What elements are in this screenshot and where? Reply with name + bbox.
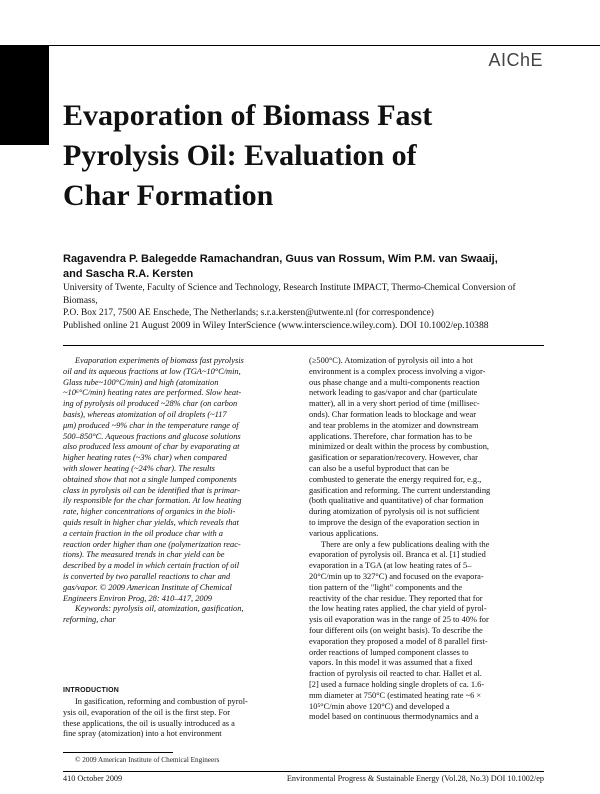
copyright-footnote: © 2009 American Institute of Chemical Engineers	[75, 756, 220, 764]
text-line: (≥500°C). Atomization of pyrolysis oil into a hot	[309, 356, 473, 365]
text-line: (both qualitative and quantitative) of char formation	[309, 496, 484, 506]
title-line: Pyrolysis Oil: Evaluation of	[63, 139, 417, 172]
text-line: [2] used a furnace holding single droplets of ca. 1.6-	[309, 679, 485, 689]
text-line: There are only a few publications dealing with the	[321, 539, 490, 549]
text-line: ing of pyrolysis oil produced ~28% char (on carbon	[63, 399, 238, 409]
title-line: Evaporation of Biomass Fast	[63, 99, 433, 132]
text-line: Engineers Environ Prog, 28: 410–417, 2009	[63, 593, 212, 603]
text-line: and tear problems in the atomizer and downstream	[309, 420, 479, 430]
text-line: minimized or dealt within the process by combustion,	[309, 442, 490, 452]
article-title	[63, 96, 563, 216]
text-line: model based on continuous thermodynamics and a	[309, 712, 479, 722]
text-line: combusted to generate the energy required for, e.g.,	[309, 474, 482, 484]
text-line: quids result in higher char yields, which reveals that	[63, 517, 239, 527]
text-line: these applications, the oil is usually introduced as a	[63, 718, 235, 728]
authors-line: and Sascha R.A. Kersten	[63, 268, 194, 280]
text-line: evaporation of pyrolysis oil. Branca et al. [1] studied	[309, 550, 486, 560]
text-line: Evaporation experiments of biomass fast pyrolysis	[75, 356, 244, 365]
intro-heading: INTRODUCTION	[63, 687, 120, 694]
affiliation	[63, 282, 541, 320]
text-line: In gasification, reforming and combustion of pyrol-	[75, 697, 248, 706]
text-line: vapors. In this model it was assumed that a fixed	[309, 658, 473, 668]
text-line: a certain fraction in the oil produce char with a	[63, 528, 223, 538]
text-line: Glass tube~100°C/min) and high (atomization	[63, 377, 219, 387]
text-line: ~10⁶°C/min) heating rates are performed. Slow heat-	[63, 388, 242, 398]
journal-brand: AIChE	[488, 50, 543, 70]
text-line: tions). The measured trends in char yield can be	[63, 550, 225, 560]
text-line: reforming, char	[63, 615, 116, 625]
text-line: gas/vapor. © 2009 American Institute of Chemical	[63, 582, 232, 592]
text-line: four different oils (on weight basis). To describe the	[309, 625, 483, 635]
text-line: the low heating rates applied, the char yield of pyrol-	[309, 604, 487, 614]
text-line: fraction of pyrolysis oil reacted to char. Hallet et al.	[309, 669, 482, 679]
published-info: Published online 21 August 2009 in Wiley InterScience (www.interscience.wiley.com). DOI 10.1002/ep.10388	[63, 320, 489, 331]
text-line: gasification or separation/recovery. However, char	[309, 453, 478, 463]
text-line: order reactions of lumped component classes to	[309, 647, 469, 657]
header-rule	[49, 45, 600, 46]
text-line: during atomization of pyrolysis oil is not sufficient	[309, 507, 480, 517]
text-line: ily responsible for the char formation. At low heating	[63, 496, 242, 506]
text-line: is converted by two parallel reactions to char and	[63, 571, 231, 581]
text-line: ysis oil, evaporation of the oil is the first step. For	[63, 707, 231, 717]
text-line: onds). Char formation leads to blockage and wear	[309, 409, 476, 419]
authors-line: Ragavendra P. Balegedde Ramachandran, Guus van Rossum, Wim P.M. van Swaaij,	[63, 253, 498, 265]
text-line: to improve the design of the evaporation section in	[309, 517, 480, 527]
affiliation-line: P.O. Box 217, 7500 AE Enschede, The Netherlands; s.r.a.kersten@utwente.nl (for correspondence)	[63, 308, 434, 318]
right-column-text	[309, 356, 541, 723]
text-line: higher heating rates (~3% char) when compared	[63, 453, 227, 463]
text-line: applications. Therefore, char formation has to be	[309, 431, 473, 441]
text-line: described by a model in which certain fraction of oil	[63, 561, 240, 571]
text-line: various applications.	[309, 528, 379, 538]
side-black-bar	[0, 45, 49, 145]
text-line: μm) produced ~9% char in the temperature range of	[63, 420, 239, 430]
text-line: network leading to gas/vapor and char (particulate	[309, 388, 478, 398]
footnote-rule	[63, 752, 173, 753]
text-line: environment is a complex process involving a vigor-	[309, 366, 486, 376]
text-line: mm diameter at 750°C (estimated heating rate ~6 ×	[309, 690, 482, 700]
text-line: rate, higher concentrations of organics in the bioli-	[63, 507, 236, 517]
footer-journal-info: Environmental Progress & Sustainable Energy (Vol.28, No.3) DOI 10.1002/ep	[286, 774, 544, 783]
text-line: Keywords: pyrolysis oil, atomization, gasification,	[75, 604, 244, 614]
footer-rule	[63, 771, 544, 772]
text-line: obtained show that not a single lumped components	[63, 474, 237, 484]
text-line: oil and its aqueous fractions at low (TGA~10°C/min,	[63, 366, 241, 376]
text-line: matter), all in a very short period of time (millisec-	[309, 399, 480, 409]
intro-paragraph	[63, 697, 295, 740]
authors	[63, 252, 543, 282]
text-line: ysis oil evaporation was in the range of 25 to 40% for	[309, 615, 489, 625]
text-line: gasification and reforming. The current understanding	[309, 485, 491, 495]
title-line: Char Formation	[63, 179, 274, 212]
text-line: tion pattern of the "light" components and the	[309, 582, 463, 592]
text-line: 500–850°C. Aqueous fractions and glucose solutions	[63, 431, 241, 441]
section-rule	[63, 345, 544, 346]
abstract	[63, 356, 295, 626]
text-line: with slower heating (~24% char). The results	[63, 463, 215, 473]
text-line: reactivity of the char residue. They reported that for	[309, 593, 483, 603]
text-line: evaporation they proposed a model of 8 parallel first-	[309, 636, 488, 646]
text-line: 20°C/min up to 327°C) and focused on the evapora-	[309, 571, 484, 581]
text-line: 10⁵°C/min above 120°C) and developed a	[309, 701, 450, 711]
text-line: basis), whereas atomization of oil droplets (~117	[63, 409, 227, 419]
affiliation-line: University of Twente, Faculty of Science and Technology, Research Institute IMPACT, Thermo-Chemical Conversion of Biomass,	[63, 283, 516, 306]
footer-page-date: 410 October 2009	[63, 774, 123, 783]
text-line: can also be a useful byproduct that can be	[309, 463, 449, 473]
text-line: class in pyrolysis oil can be identified that is primar-	[63, 485, 241, 495]
text-line: evaporation in a TGA (at low heating rates of 5–	[309, 561, 472, 571]
text-line: fine spray (atomization) into a hot environment	[63, 729, 222, 739]
text-line: also produced less amount of char by evaporating at	[63, 442, 240, 452]
text-line: reaction order higher than one (polymerization reac-	[63, 539, 241, 549]
text-line: ous phase change and a multi-components reaction	[309, 377, 480, 387]
